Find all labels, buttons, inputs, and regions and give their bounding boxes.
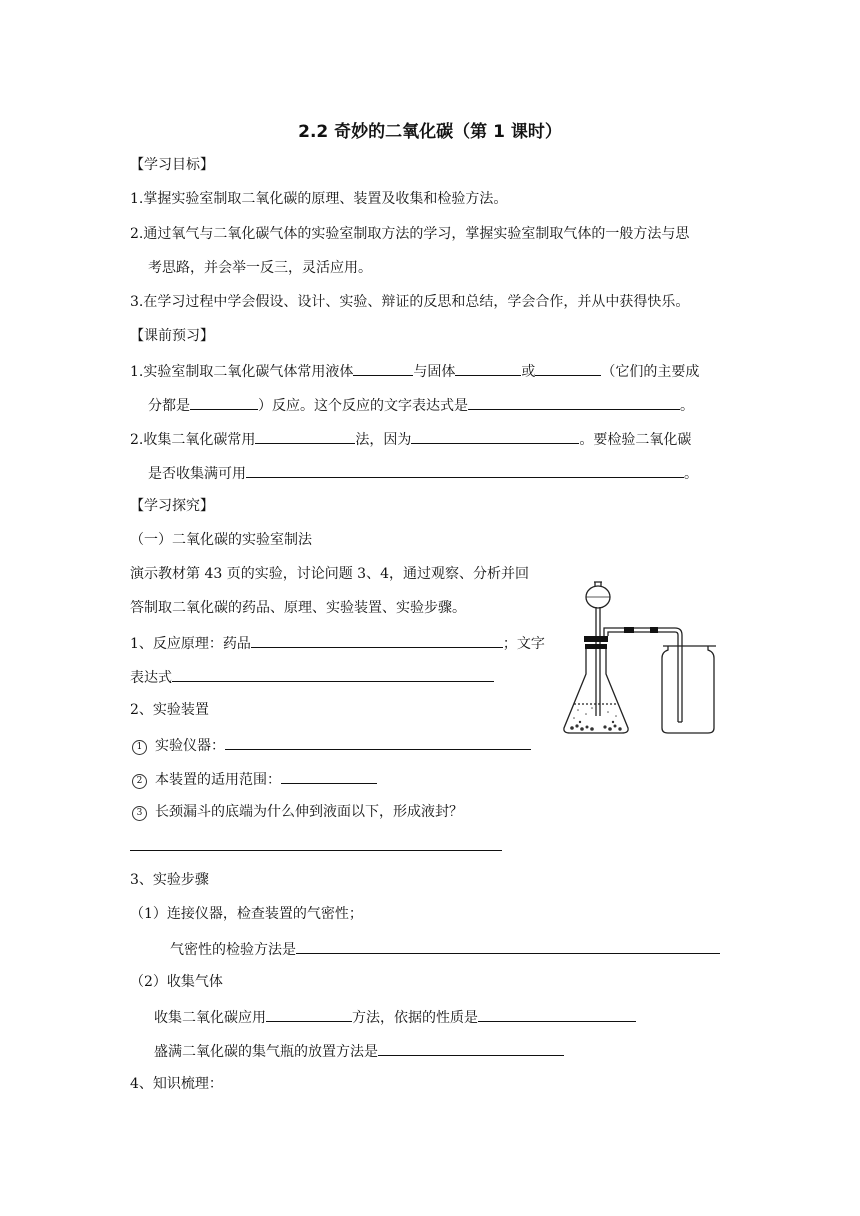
preview-question-1 bbox=[130, 360, 699, 382]
intro-line-1: 演示教材第 43 页的实验，讨论问题 3、4，通过观察、分析并回 bbox=[130, 566, 529, 582]
apparatus-heading: 2、实验装置 bbox=[130, 702, 209, 718]
c1-blank[interactable] bbox=[225, 734, 531, 750]
q1-text-c: 或 bbox=[521, 364, 536, 380]
step-1: （1）连接仪器，检查装置的气密性； bbox=[130, 906, 363, 922]
reaction-equation bbox=[130, 666, 494, 688]
step-2-collection bbox=[154, 1006, 636, 1028]
co2-apparatus-illustration bbox=[558, 578, 728, 740]
p1-text-a: 1、反应原理：药品 bbox=[130, 636, 251, 652]
step-1-airtightness bbox=[170, 938, 720, 960]
q2-text-a: 2.收集二氧化碳常用 bbox=[130, 432, 256, 448]
reaction-principle bbox=[130, 632, 545, 654]
preview-question-1-cont bbox=[148, 394, 694, 416]
section-heading-1: （一）二氧化碳的实验室制法 bbox=[130, 532, 312, 548]
q1-text-b: 与固体 bbox=[413, 364, 456, 380]
q1-text-a: 1.实验室制取二氧化碳气体常用液体 bbox=[130, 364, 354, 380]
c3-answer-blank[interactable] bbox=[130, 836, 502, 851]
s2-text-a: 收集二氧化碳应用 bbox=[154, 1010, 266, 1026]
p1-text-c: 表达式 bbox=[130, 670, 172, 686]
gas-jar-icon bbox=[662, 646, 714, 733]
circled-number-1: 1 bbox=[132, 740, 147, 755]
q1-blank-solid-2[interactable] bbox=[535, 360, 601, 376]
q1-blank-solid-1[interactable] bbox=[455, 360, 521, 376]
s2-blank-method[interactable] bbox=[266, 1006, 352, 1022]
q1-text-f: ）反应。这个反应的文字表达式是 bbox=[258, 398, 468, 414]
apparatus-item-3 bbox=[132, 802, 463, 822]
objectives-heading: 【学习目标】 bbox=[130, 157, 214, 173]
preview-heading: 【课前预习】 bbox=[130, 328, 214, 344]
objective-1: 1.掌握实验室制取二氧化碳的原理、装置及收集和检验方法。 bbox=[130, 191, 508, 207]
c3-text: 长颈漏斗的底端为什么伸到液面以下，形成液封？ bbox=[155, 804, 463, 820]
page-title: 2.2 奇妙的二氧化碳（第 1 课时） bbox=[298, 122, 562, 142]
q1-blank-equation[interactable] bbox=[468, 394, 680, 410]
objective-2-line-1: 2.通过氧气与二氧化碳气体的实验室制取方法的学习，掌握实验室制取气体的一般方法与思 bbox=[130, 226, 690, 242]
apparatus-item-1 bbox=[132, 734, 531, 756]
q2-blank-check[interactable] bbox=[246, 462, 684, 478]
objective-2-line-2: 考思路，并会举一反三，灵活应用。 bbox=[148, 260, 372, 276]
c1-text: 实验仪器： bbox=[155, 738, 225, 754]
step-2: （2）收集气体 bbox=[130, 974, 223, 990]
p1-blank-equation[interactable] bbox=[172, 666, 494, 682]
q1-text-e: 分都是 bbox=[148, 398, 190, 414]
s2-text-b: 方法，依据的性质是 bbox=[352, 1010, 478, 1026]
q2-text-e: 。 bbox=[684, 466, 698, 482]
q1-text-g: 。 bbox=[680, 398, 694, 414]
q2-text-c: 。要检验二氧化碳 bbox=[579, 432, 692, 448]
s2-text-c: 盛满二氧化碳的集气瓶的放置方法是 bbox=[154, 1044, 378, 1060]
q2-text-d: 是否收集满可用 bbox=[148, 466, 246, 482]
q1-text-d: （它们的主要成 bbox=[601, 364, 700, 380]
objective-3: 3.在学习过程中学会假设、设计、实验、辩证的反思和总结，学会合作，并从中获得快乐。 bbox=[130, 294, 690, 310]
s2-blank-placement[interactable] bbox=[378, 1040, 564, 1056]
s2-blank-property[interactable] bbox=[478, 1006, 636, 1022]
steps-heading: 3、实验步骤 bbox=[130, 872, 209, 888]
circled-number-3: 3 bbox=[132, 806, 147, 821]
q1-blank-component[interactable] bbox=[190, 394, 258, 410]
intro-line-2: 答制取二氧化碳的药品、原理、实验装置、实验步骤。 bbox=[130, 600, 466, 616]
preview-question-2 bbox=[130, 428, 691, 450]
q2-text-b: 法，因为 bbox=[355, 432, 412, 448]
explore-heading: 【学习探究】 bbox=[130, 498, 214, 514]
s1-sub-text: 气密性的检验方法是 bbox=[170, 942, 296, 958]
q1-blank-liquid[interactable] bbox=[353, 360, 413, 376]
s1-blank-method[interactable] bbox=[296, 938, 720, 954]
c2-blank[interactable] bbox=[281, 768, 377, 784]
knowledge-summary-heading: 4、知识梳理： bbox=[130, 1076, 223, 1092]
q2-blank-reason[interactable] bbox=[411, 428, 579, 444]
step-2-placement bbox=[154, 1040, 564, 1062]
p1-text-b: ；文字 bbox=[502, 636, 545, 652]
circled-number-2: 2 bbox=[132, 774, 147, 789]
c2-text: 本装置的适用范围： bbox=[155, 772, 281, 788]
q2-blank-method[interactable] bbox=[255, 428, 355, 444]
apparatus-item-2 bbox=[132, 768, 377, 790]
preview-question-2-cont bbox=[148, 462, 698, 484]
p1-blank-reagents[interactable] bbox=[251, 632, 503, 648]
